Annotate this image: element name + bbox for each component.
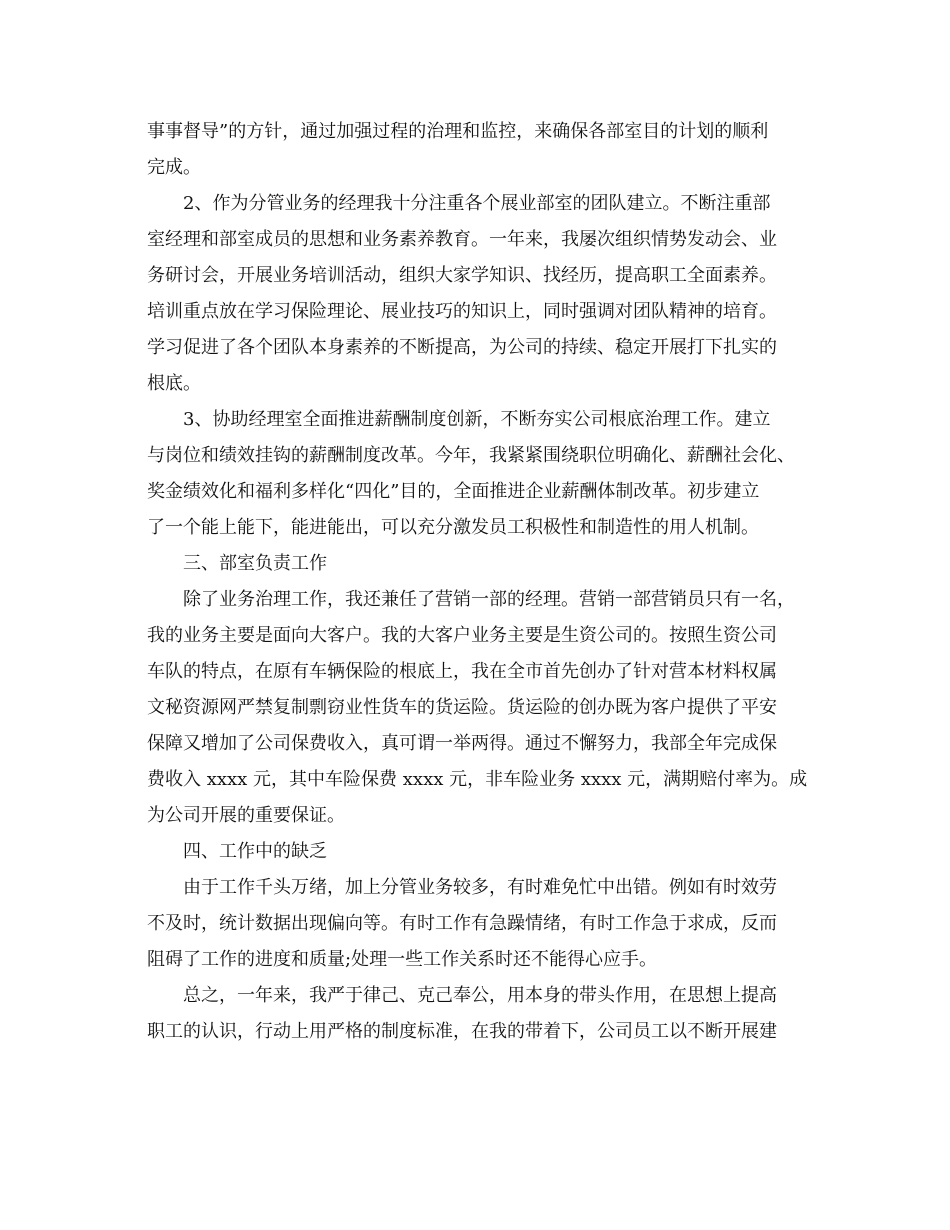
paragraph-start-line: 除了业务治理工作，我还兼任了营销一部的经理。营销一部营销员只有一名，: [183, 589, 795, 610]
section-heading: 三、部室负责工作: [183, 553, 327, 574]
text-line: 奖金绩效化和福利多样化“四化”目的，全面推进企业薪酬体制改革。初步建立: [147, 481, 760, 502]
section-heading: 四、工作中的缺乏: [183, 841, 327, 862]
text-line: 车队的特点，在原有车辆保险的根底上，我在全市首先创办了针对营本材料权属: [147, 661, 777, 682]
text-line: 费收入 xxxx 元，其中车险保费 xxxx 元，非车险业务 xxxx 元，满期赔付率为。成: [147, 769, 808, 790]
paragraph-start-line: 总之，一年来，我严于律己、克己奉公，用本身的带头作用，在思想上提高: [183, 985, 777, 1006]
text-line: 学习促进了各个团队本身素养的不断提高，为公司的持续、稳定开展打下扎实的: [147, 337, 777, 358]
paragraph-start-line: 2、作为分管业务的经理我十分注重各个展业部室的团队建立。不断注重部: [183, 193, 771, 214]
text-line: 我的业务主要是面向大客户。我的大客户业务主要是生资公司的。按照生资公司: [147, 625, 777, 646]
text-line: 文秘资源网严禁复制剽窃业性货车的货运险。货运险的创办既为客户提供了平安: [147, 697, 777, 718]
text-line: 务研讨会，开展业务培训活动，组织大家学知识、找经历，提高职工全面素养。: [147, 265, 777, 286]
text-line: 了一个能上能下，能进能出，可以充分激发员工积极性和制造性的用人机制。: [147, 517, 759, 538]
text-line: 保障又增加了公司保费收入，真可谓一举两得。通过不懈努力，我部全年完成保: [147, 733, 777, 754]
text-line: 为公司开展的重要保证。: [147, 805, 345, 826]
text-line: 不及时，统计数据出现偏向等。有时工作有急躁情绪，有时工作急于求成，反而: [147, 913, 777, 934]
paragraph-start-line: 由于工作千头万绪，加上分管业务较多，有时难免忙中出错。例如有时效劳: [183, 877, 777, 898]
text-line: 完成。: [147, 157, 201, 178]
text-line: 事事督导”的方针，通过加强过程的治理和监控，来确保各部室目的计划的顺利: [147, 121, 769, 142]
text-line: 与岗位和绩效挂钩的薪酬制度改革。今年，我紧紧围绕职位明确化、薪酬社会化、: [147, 445, 795, 466]
paragraph-start-line: 3、协助经理室全面推进薪酬制度创新，不断夯实公司根底治理工作。建立: [183, 409, 771, 430]
text-line: 室经理和部室成员的思想和业务素养教育。一年来，我屡次组织情势发动会、业: [147, 229, 777, 250]
text-line: 职工的认识，行动上用严格的制度标准，在我的带着下，公司员工以不断开展建: [147, 1021, 777, 1042]
text-line: 根底。: [147, 373, 201, 394]
text-line: 阻碍了工作的进度和质量;处理一些工作关系时还不能得心应手。: [147, 949, 658, 970]
text-line: 培训重点放在学习保险理论、展业技巧的知识上，同时强调对团队精神的培育。: [147, 301, 777, 322]
